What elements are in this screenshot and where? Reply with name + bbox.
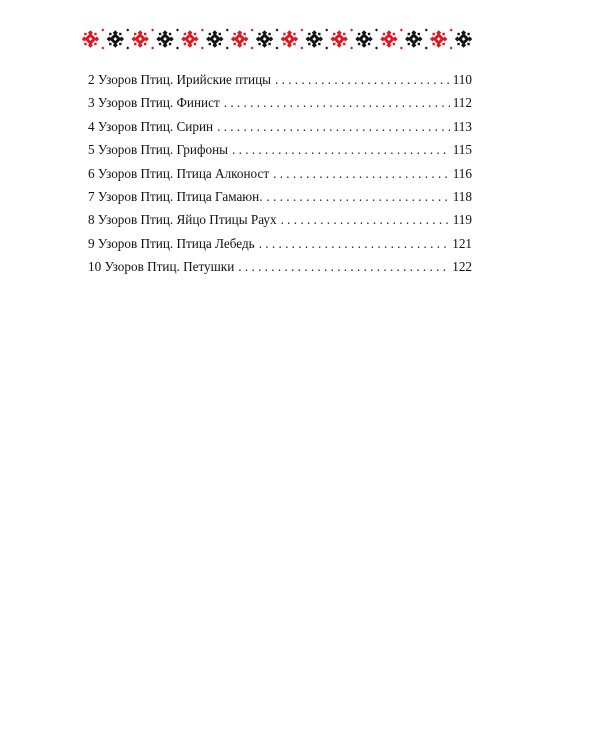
- toc-entry[interactable]: [88, 232, 472, 255]
- table-of-contents: [88, 68, 472, 279]
- toc-entry[interactable]: [88, 91, 472, 114]
- toc-entry[interactable]: [88, 255, 472, 278]
- toc-entry-title: 3 Узоров Птиц. Финист: [88, 95, 220, 111]
- embroidery-border-icon: [78, 26, 476, 52]
- toc-entry-title: 4 Узоров Птиц. Сирин: [88, 118, 214, 134]
- toc-leader-dots: [224, 91, 450, 114]
- toc-entry-page: 121: [452, 235, 472, 251]
- toc-leader-dots: [259, 232, 450, 255]
- toc-entry[interactable]: [88, 162, 472, 185]
- toc-entry-title: 2 Узоров Птиц. Ирийские птицы: [88, 72, 271, 87]
- toc-entry-page: 113: [452, 118, 472, 134]
- toc-entry-page: 115: [452, 142, 472, 158]
- toc-entry-title: 10 Узоров Птиц. Петушки: [88, 259, 235, 275]
- toc-leader-dots: [281, 208, 450, 231]
- toc-entry-title: 6 Узоров Птиц. Птица Алконост: [88, 165, 270, 181]
- toc-entry-title: 7 Узоров Птиц. Птица Гамаюн.: [88, 188, 263, 204]
- toc-entry[interactable]: [88, 68, 472, 91]
- toc-entry-page: 119: [452, 212, 472, 228]
- toc-entry-title: 9 Узоров Птиц. Птица Лебедь: [88, 235, 255, 251]
- toc-entry-page: 116: [452, 165, 472, 181]
- toc-entry-title: 8 Узоров Птиц. Яйцо Птицы Раух: [88, 212, 277, 228]
- toc-leader-dots: [267, 185, 450, 208]
- toc-entry-page: 122: [452, 259, 472, 275]
- toc-entry-title: 5 Узоров Птиц. Грифоны: [88, 142, 228, 158]
- toc-entry-page: 118: [452, 188, 472, 204]
- toc-entry[interactable]: [88, 115, 472, 138]
- toc-leader-dots: [217, 115, 450, 138]
- toc-entry[interactable]: [88, 185, 472, 208]
- toc-entry[interactable]: [88, 138, 472, 161]
- toc-leader-dots: [273, 162, 450, 185]
- toc-entry-page: 112: [452, 95, 472, 111]
- toc-leader-dots: [238, 255, 449, 278]
- toc-leader-dots: [275, 68, 450, 91]
- toc-entry-page: 110: [452, 72, 472, 87]
- toc-leader-dots: [232, 138, 450, 161]
- toc-entry[interactable]: [88, 208, 472, 231]
